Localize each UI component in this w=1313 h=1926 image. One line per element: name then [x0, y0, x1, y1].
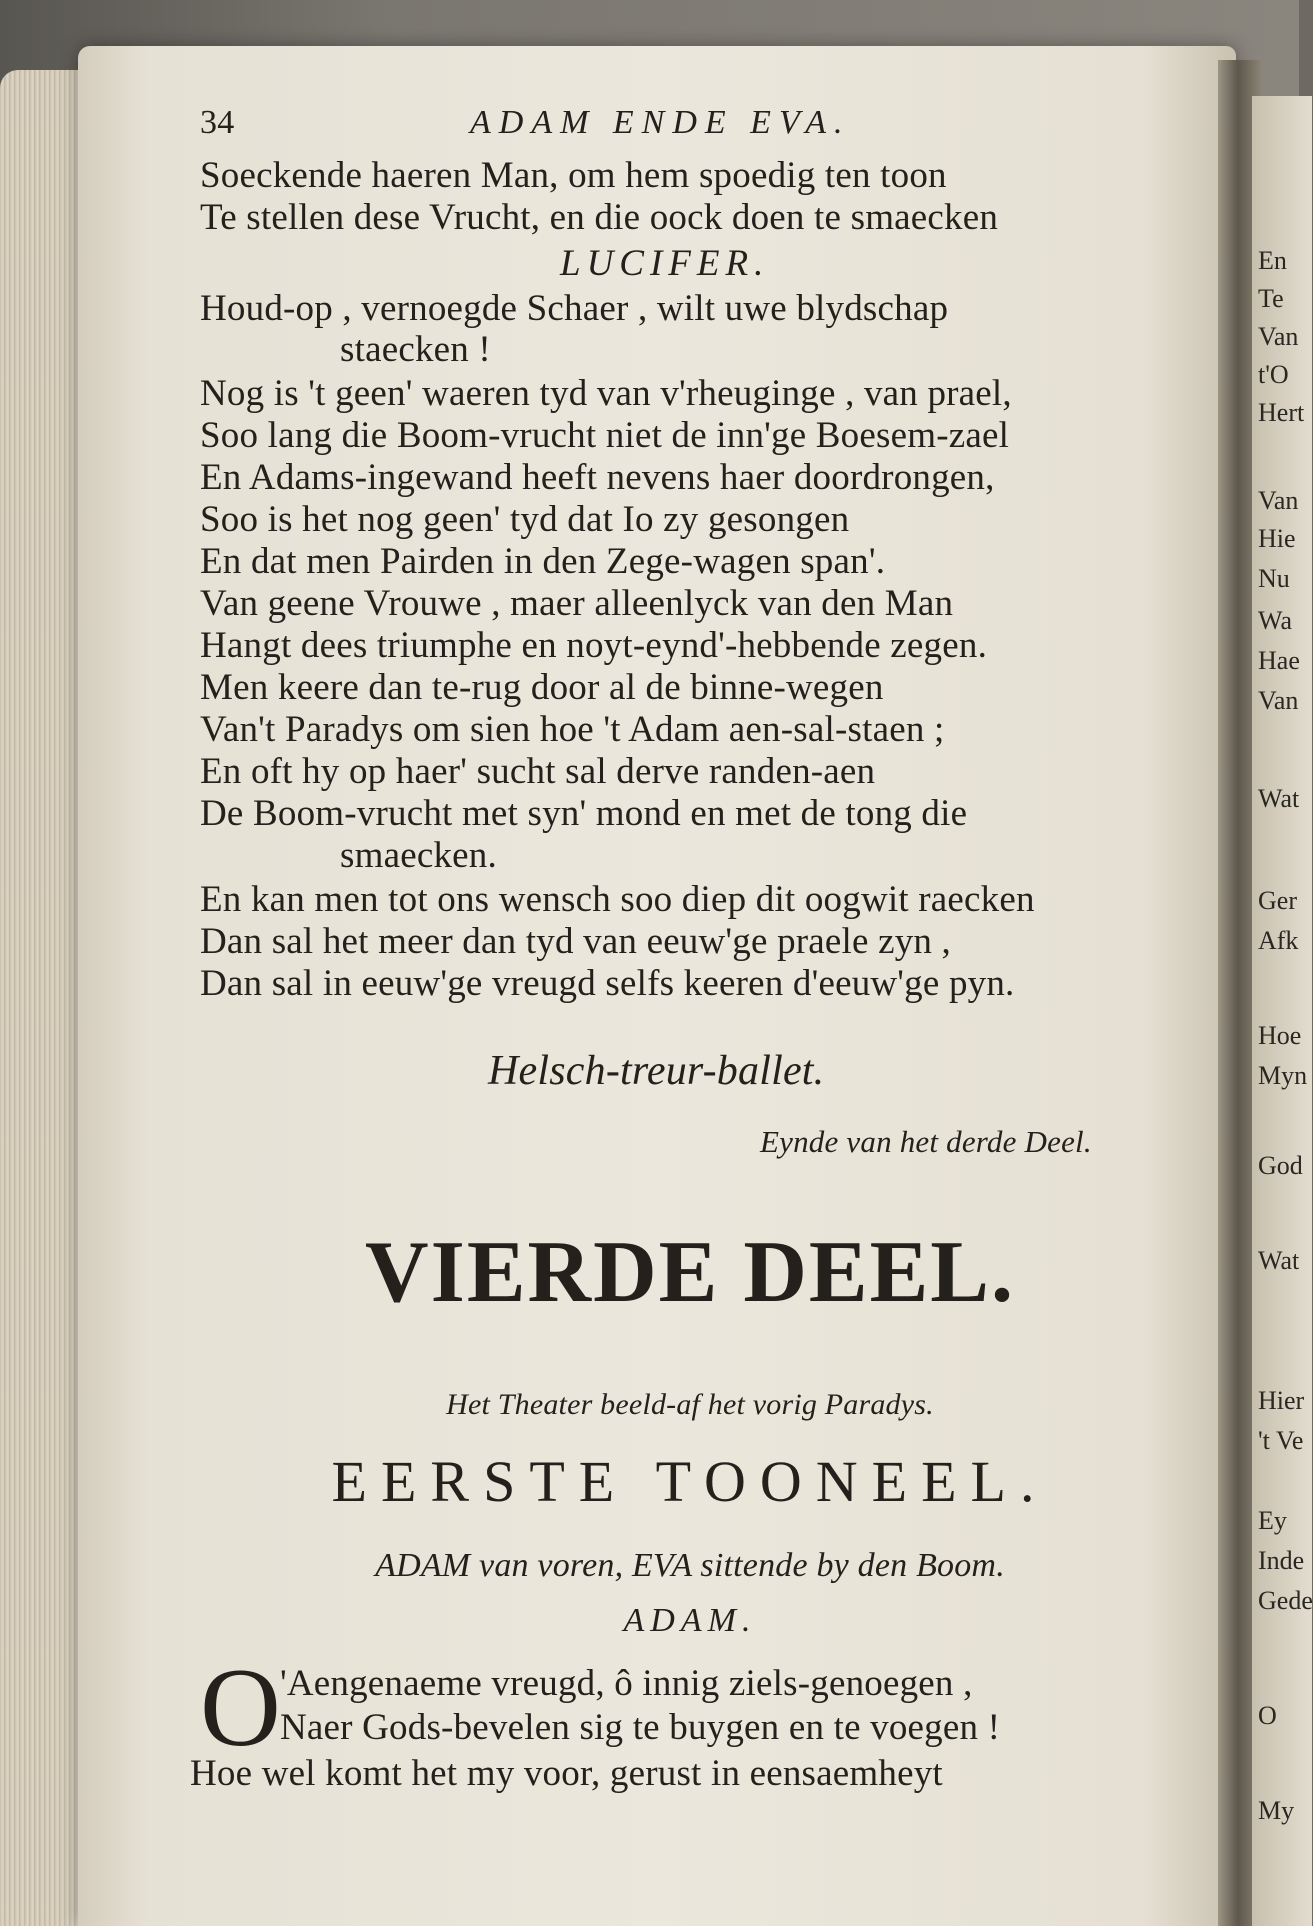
- facing-fragment: Ger: [1258, 886, 1297, 915]
- facing-fragment: Te: [1258, 284, 1284, 313]
- verse-line: Nog is 't geen' waeren tyd van v'rheuginge , van prael,: [200, 373, 1012, 414]
- facing-fragment: t'O: [1258, 360, 1289, 389]
- facing-fragment: God: [1258, 1151, 1303, 1180]
- verse-line: Naer Gods-bevelen sig te buygen en te voegen !: [280, 1707, 1001, 1748]
- verse-line: Te stellen dese Vrucht, en die oock doen te smaecken: [200, 197, 999, 238]
- verse-line: Soeckende haeren Man, om hem spoedig ten toon: [200, 155, 947, 196]
- facing-fragment: Afk: [1258, 926, 1299, 955]
- verse-line: Hangt dees triumphe en noyt-eynd'-hebbende zegen.: [200, 625, 988, 666]
- facing-fragment: Hert: [1258, 398, 1305, 427]
- verse-line: En oft hy op haer' sucht sal derve randen-aen: [200, 751, 876, 792]
- verse-line: staecken !: [340, 329, 491, 370]
- verse-line: De Boom-vrucht met syn' mond en met de tong die: [200, 793, 968, 834]
- verse-line: Soo is het nog geen' tyd dat Io zy gesongen: [200, 499, 850, 540]
- stage-note: Het Theater beeld-af het vorig Paradys.: [446, 1388, 934, 1421]
- ballet-heading: Helsch-treur-ballet.: [488, 1048, 825, 1094]
- verse-line: Dan sal in eeuw'ge vreugd selfs keeren d'eeuw'ge pyn.: [200, 963, 1015, 1004]
- verse-line: Hoe wel komt het my voor, gerust in eensaemheyt: [190, 1753, 943, 1794]
- verse-line: Dan sal het meer dan tyd van eeuw'ge praele zyn ,: [200, 921, 952, 962]
- facing-fragment: En: [1258, 246, 1287, 275]
- verse-line: Van't Paradys om sien hoe 't Adam aen-sal-staen ;: [200, 709, 945, 750]
- verse-line: 'Aengenaeme vreugd, ô innig ziels-genoegen ,: [280, 1663, 973, 1704]
- drop-cap: O: [200, 1646, 281, 1770]
- verse-line: En dat men Pairden in den Zege-wagen span'.: [200, 541, 886, 582]
- verse-line: En kan men tot ons wensch soo diep dit oogwit raecken: [200, 879, 1035, 920]
- verse-line: Men keere dan te-rug door al de binne-wegen: [200, 667, 884, 708]
- facing-fragment: O: [1258, 1701, 1277, 1730]
- verse-line: En Adams-ingewand heeft nevens haer doordrongen,: [200, 457, 995, 498]
- facing-fragment: Inde: [1258, 1546, 1305, 1575]
- running-title: ADAM ENDE EVA.: [470, 104, 851, 141]
- facing-fragment: Hae: [1258, 646, 1300, 675]
- facing-fragment: 't Ve: [1258, 1426, 1304, 1455]
- facing-fragment: Gede: [1258, 1586, 1313, 1615]
- facing-fragment: Wat: [1258, 784, 1300, 813]
- verse-line: smaecken.: [340, 835, 497, 876]
- speaker-heading: ADAM.: [623, 1602, 757, 1639]
- facing-fragment: Wa: [1258, 606, 1292, 635]
- facing-fragment: Van: [1258, 486, 1299, 515]
- speaker-heading: LUCIFER.: [560, 243, 770, 284]
- facing-fragment: Nu: [1258, 564, 1290, 593]
- facing-fragment: Wat: [1258, 1246, 1300, 1275]
- facing-fragment: Myn: [1258, 1061, 1308, 1090]
- verse-line: Soo lang die Boom-vrucht niet de inn'ge Boesem-zael: [200, 415, 1010, 456]
- facing-fragment: Hier: [1258, 1386, 1305, 1415]
- scene-direction: ADAM van voren, EVA sittende by den Boom.: [375, 1547, 1005, 1584]
- end-note: Eynde van het derde Deel.: [760, 1124, 1092, 1159]
- facing-fragment: Hoe: [1258, 1021, 1302, 1050]
- page-number: 34: [200, 104, 235, 141]
- right-page-fragment: [1252, 96, 1312, 1926]
- part-heading: VIERDE DEEL.: [365, 1224, 1015, 1321]
- scene-heading: EERSTE TOONEEL.: [331, 1449, 1049, 1514]
- book-page-edges: [0, 70, 90, 1926]
- facing-fragment: Van: [1258, 686, 1299, 715]
- verse-line: Houd-op , vernoegde Schaer , wilt uwe blydschap: [200, 288, 949, 329]
- verse-line: Van geene Vrouwe , maer alleenlyck van den Man: [200, 583, 954, 624]
- facing-fragment: Ey: [1258, 1506, 1287, 1535]
- facing-fragment: My: [1258, 1796, 1295, 1825]
- facing-fragment: Van: [1258, 322, 1299, 351]
- facing-fragment: Hie: [1258, 524, 1296, 553]
